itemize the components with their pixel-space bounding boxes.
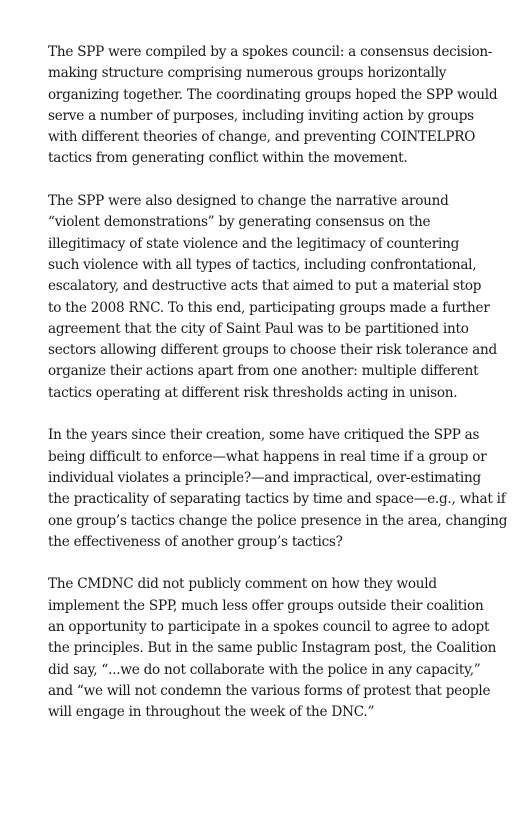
text-line: The SPP were compiled by a spokes council: a consensus decision- [48, 44, 493, 60]
paragraph-cmdnc [48, 574, 497, 723]
text-line: did say, “...we do not collaborate with the police in any capacity,” [48, 661, 481, 678]
text-line: an opportunity to participate in a spokes council to agree to adopt [48, 619, 490, 636]
text-line: organize their actions apart from one another: multiple different [48, 363, 479, 380]
text-line: illegitimacy of state violence and the legitimacy of countering [48, 235, 460, 252]
text-line: the principles. But in the same public Instagram post, the Coalition [48, 640, 497, 657]
text-line: to the 2008 RNC. To this end, participating groups made a further [48, 299, 490, 316]
text-line: and “we will not condemn the various forms of protest that people [48, 682, 491, 699]
text-line: escalatory, and destructive acts that aimed to put a material stop [48, 278, 482, 295]
text-line: will engage in throughout the week of the DNC.” [48, 704, 375, 721]
paragraph-narrative [48, 191, 497, 404]
text-line: tactics from generating conflict within the movement. [48, 150, 408, 167]
text-line: organizing together. The coordinating groups hoped the SPP would [48, 86, 498, 103]
text-line: The CMDNC did not publicly comment on how they would [48, 576, 437, 593]
document-page [48, 42, 508, 745]
text-line: tactics operating at different risk thresholds acting in unison. [48, 384, 458, 401]
text-line: implement the SPP, much less offer groups outside their coalition [48, 597, 484, 614]
text-line: individual violates a principle?—and impractical, over-estimating [48, 469, 481, 486]
text-line: making structure comprising numerous groups horizontally [48, 65, 447, 82]
text-line: the practicality of separating tactics by time and space—e.g., what if [48, 491, 506, 508]
text-line: being difficult to enforce—what happens in real time if a group or [48, 448, 487, 465]
text-line: In the years since their creation, some have critiqued the SPP as [48, 427, 480, 444]
text-line: agreement that the city of Saint Paul was to be partitioned into [48, 320, 469, 337]
text-line: The SPP were also designed to change the narrative around [48, 193, 449, 210]
text-line: serve a number of purposes, including inviting action by groups [48, 107, 474, 124]
paragraph-spokes-council [48, 42, 498, 170]
text-line: one group’s tactics change the police presence in the area, changing [48, 512, 508, 529]
text-line: sectors allowing different groups to choose their risk tolerance and [48, 342, 497, 359]
text-line: with different theories of change, and preventing COINTELPRO [48, 129, 476, 146]
text-line: the effectiveness of another group’s tactics? [48, 533, 343, 550]
paragraph-critiques [48, 425, 508, 553]
text-line: “violent demonstrations” by generating consensus on the [48, 214, 431, 231]
text-line: such violence with all types of tactics, including confrontational, [48, 256, 477, 273]
